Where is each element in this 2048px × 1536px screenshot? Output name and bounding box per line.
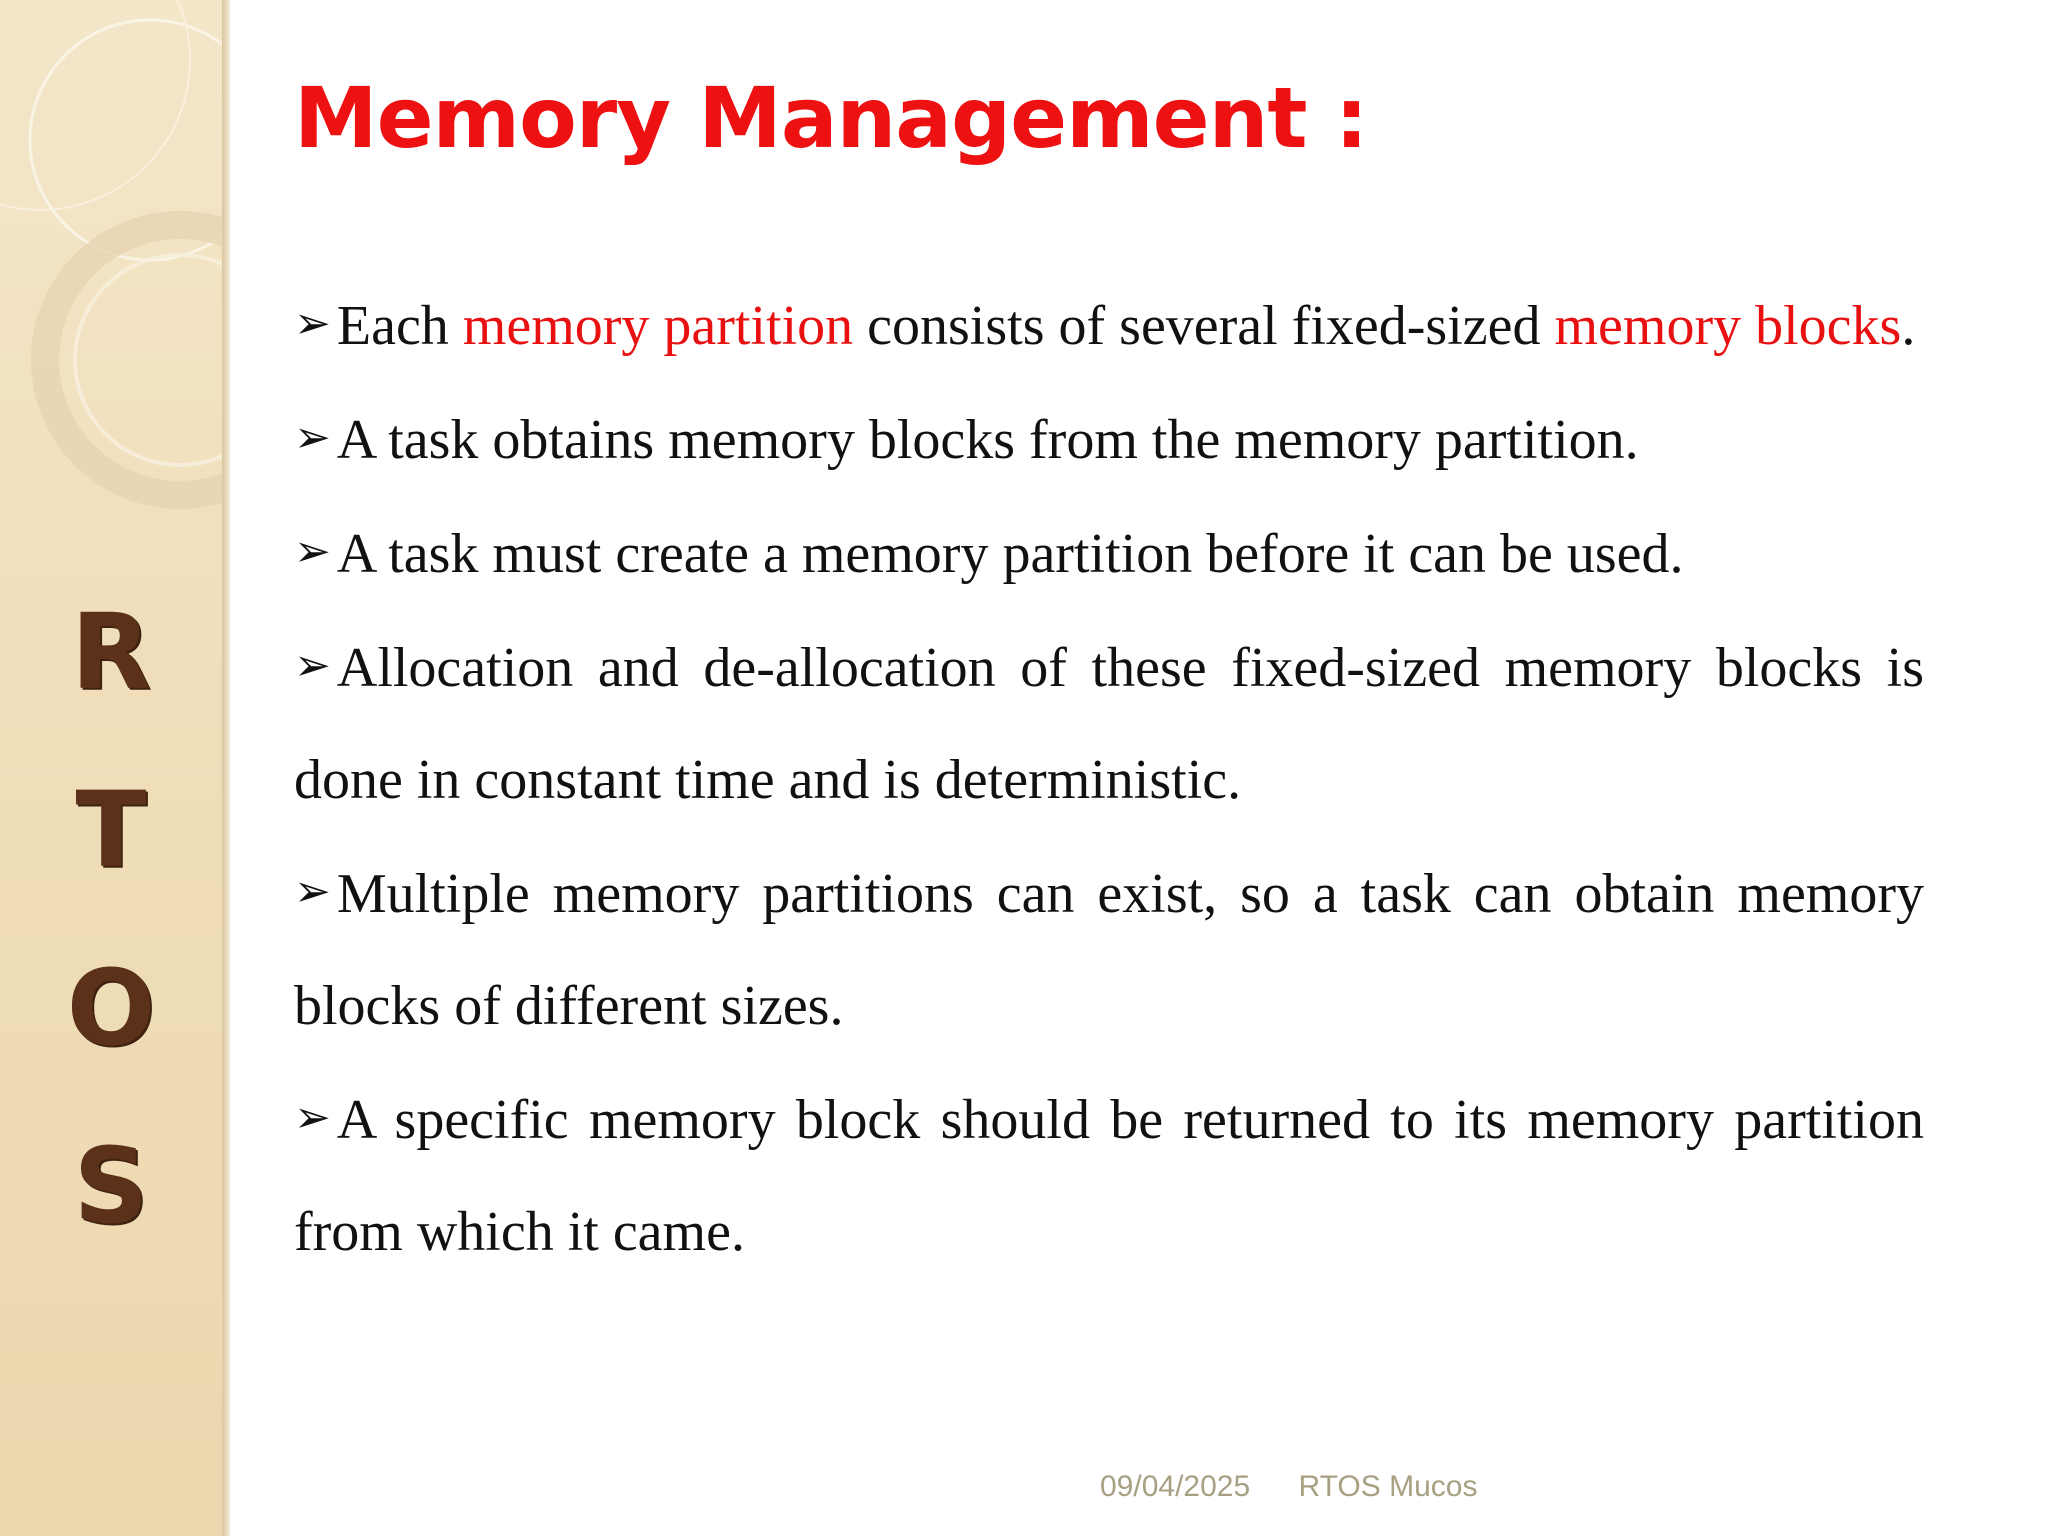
bullet-text: Allocation and de-allocation of these fixed-sized memory blocks is done in constant time and is deterministic. — [294, 637, 1924, 811]
highlighted-term: memory partition — [462, 295, 854, 357]
sidebar-letter-o: O — [66, 947, 156, 1069]
decorative-circles-icon — [0, 0, 222, 1536]
bullet-item — [294, 1062, 1924, 1288]
bullet-item — [294, 610, 1924, 836]
bullet-text: A task obtains memory blocks from the memory partition. — [336, 409, 1639, 471]
bullet-arrow-icon: ➢ — [294, 412, 331, 463]
bullet-text: A task must create a memory partition before it can be used. — [336, 523, 1684, 585]
bullet-arrow-icon: ➢ — [294, 866, 331, 917]
bullet-list — [294, 268, 1924, 1288]
bullet-text: consists of several fixed-sized — [853, 295, 1555, 357]
bullet-text: Each — [336, 295, 463, 357]
bullet-item — [294, 496, 1924, 610]
bullet-item — [294, 382, 1924, 496]
footer-date: 09/04/2025 — [1100, 1470, 1251, 1503]
bullet-arrow-icon: ➢ — [294, 526, 331, 577]
bullet-text: . — [1901, 295, 1916, 357]
bullet-item — [294, 836, 1924, 1062]
slide-footer — [1100, 1470, 1517, 1504]
bullet-arrow-icon: ➢ — [294, 1092, 331, 1143]
bullet-arrow-icon: ➢ — [294, 640, 331, 691]
sidebar-letter-t: T — [75, 769, 147, 891]
sidebar-divider — [222, 0, 230, 1536]
bullet-item — [294, 268, 1924, 382]
bullet-arrow-icon: ➢ — [294, 298, 331, 349]
highlighted-term: memory blocks — [1554, 295, 1902, 357]
bullet-text: A specific memory block should be returned to its memory partition from which it came. — [294, 1089, 1924, 1263]
footer-label: RTOS Mucos — [1298, 1470, 1478, 1503]
bullet-text: Multiple memory partitions can exist, so a task can obtain memory blocks of different sizes. — [294, 863, 1924, 1037]
sidebar-letter-r: R — [70, 591, 152, 713]
sidebar-letter-s: S — [73, 1125, 149, 1247]
sidebar — [0, 0, 222, 1536]
slide-title: Memory Management : — [294, 69, 1368, 167]
